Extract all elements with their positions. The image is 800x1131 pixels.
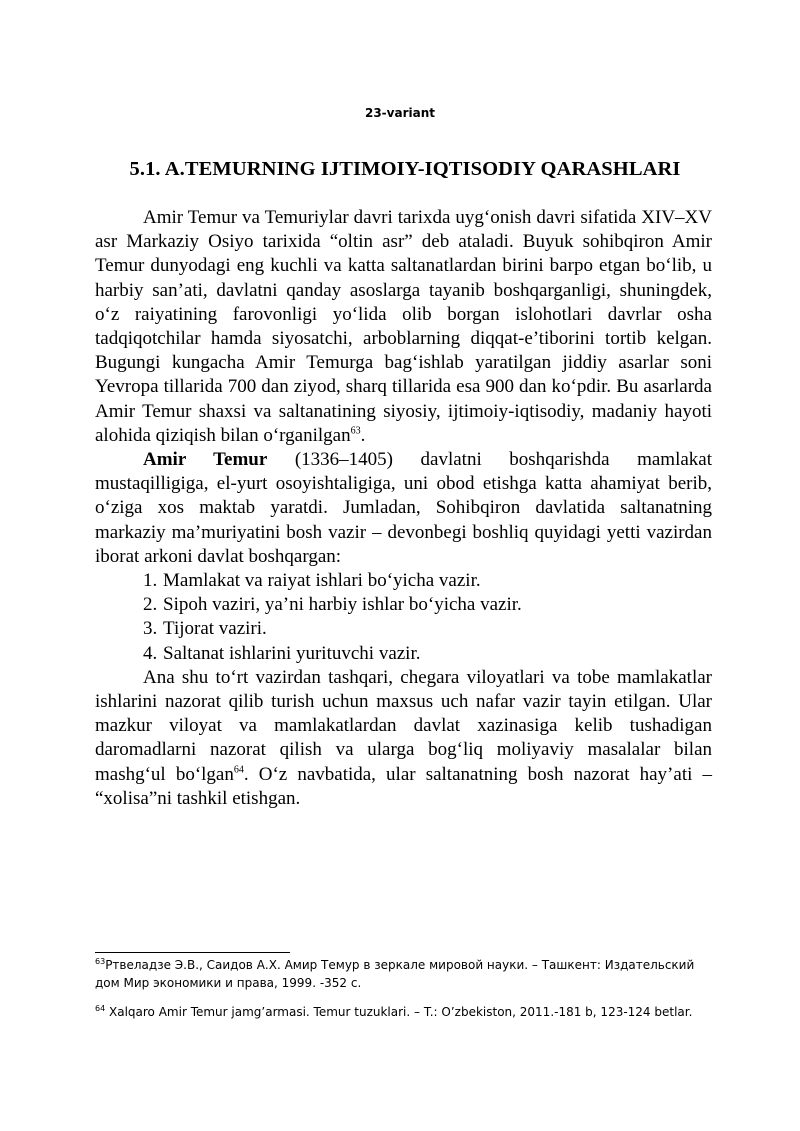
footnote-63 [95, 956, 713, 992]
list-item [95, 593, 712, 617]
footnote-number: 63 [95, 957, 106, 966]
footnote-ref-64[interactable]: 64 [233, 764, 244, 776]
paragraph-3-text: Ana shu to‘rt vazirdan tashqari, chegara viloyatlari va tobe mamlakatlar ishlarini nazorat qilib turish uchun maxsus uch nafar vazir tayin etilgan. Ular mazkur viloyat va mamlakatlardan davlat xazinasiga kelib tushadigan daromadlarni nazorat qilish va ularga bog‘liq moliyaviy masalalar bilan mashg‘ul bo‘lgan [95, 666, 712, 785]
list-item-text: Mamlakat va raiyat ishlari bo‘yicha vazir. [163, 570, 481, 592]
list-item-number: 3. [143, 618, 158, 640]
list-item-text: Tijorat vaziri. [163, 618, 267, 640]
footnote-text: Xalqaro Amir Temur jamg’armasi. Temur tuzuklari. – T.: O’zbekiston, 2011.-181 b, 123-124 betlar. [105, 1005, 693, 1019]
footnote-separator [95, 952, 290, 953]
body-text [95, 206, 712, 811]
list-item-text: Saltanat ishlarini yurituvchi vazir. [163, 642, 421, 664]
list-item-text: Sipoh vaziri, ya’ni harbiy ishlar bo‘yicha vazir. [163, 594, 522, 616]
vizier-list [95, 569, 712, 666]
variant-header: 23-variant [364, 106, 435, 120]
list-item-number: 2. [143, 594, 158, 616]
paragraph-2 [95, 448, 712, 569]
footnote-ref-63[interactable]: 63 [350, 425, 361, 437]
paragraph-3 [95, 666, 712, 811]
paragraph-2-text: (1336–1405) davlatni boshqarishda mamlakat mustaqilligiga, el-yurt osoyishtaligiga, uni obod etishga katta ahamiyat berib, o‘ziga xos maktab yaratdi. Jumladan, Sohibqiron davlatida saltanatning markaziy ma’muriyatini bosh vazir – devonbegi boshliq quyidagi yetti vazirdan iborat arkoni davlat boshqargan: [95, 449, 712, 567]
list-item-number: 4. [143, 642, 158, 664]
list-item-number: 1. [143, 570, 158, 592]
list-item [95, 642, 712, 666]
paragraph-2-bold-name: Amir Temur [143, 449, 268, 471]
footnote-text: Ртвеладзе Э.В., Саидов А.Х. Амир Темур в зеркале мировой науки. – Ташкент: Издательский дом Мир экономики и права, 1999. -352 с. [95, 958, 695, 990]
paragraph-1 [95, 206, 712, 448]
paragraph-3-end: . O‘z navbatida, ular saltanatning bosh nazorat hay’ati – “xolisa”ni tashkil etishgan. [95, 763, 712, 809]
footnote-number: 64 [95, 1004, 106, 1013]
paragraph-1-end: . [360, 424, 366, 446]
footnotes [95, 956, 713, 1021]
footnote-64 [95, 1003, 713, 1021]
section-title: 5.1. A.TEMURNING IJTIMOIY-IQTISODIY QARASHLARI [129, 158, 681, 180]
paragraph-1-text: Amir Temur va Temuriylar davri tarixda uyg‘onish davri sifatida XIV–XV asr Markaziy Osiyo tarixida “oltin asr” deb ataladi. Buyuk sohibqiron Amir Temur dunyodagi eng kuchli va katta saltanatlardan birini barpo etgan bo‘lib, u harbiy san’ati, davlatni qanday asoslarga tayanib boshqarganligi, shuningdek, o‘z raiyatining farovonligi yo‘lida olib borgan islohotlari davrlar osha tadqiqotchilar hamda siyosatchi, arboblarning diqqat-e’tiborini tortib kelgan. Bugungi kungacha Amir Temurga bag‘ishlab yaratilgan jiddiy asarlar soni Yevropa tillarida 700 dan ziyod, sharq tillarida esa 900 dan ko‘pdir. Bu asarlarda Amir Temur shaxsi va saltanatining siyosiy, ijtimoiy-iqtisodiy, madaniy hayoti alohida qiziqish bilan o‘rganilgan [95, 207, 712, 446]
list-item [95, 617, 712, 641]
list-item [95, 569, 712, 593]
